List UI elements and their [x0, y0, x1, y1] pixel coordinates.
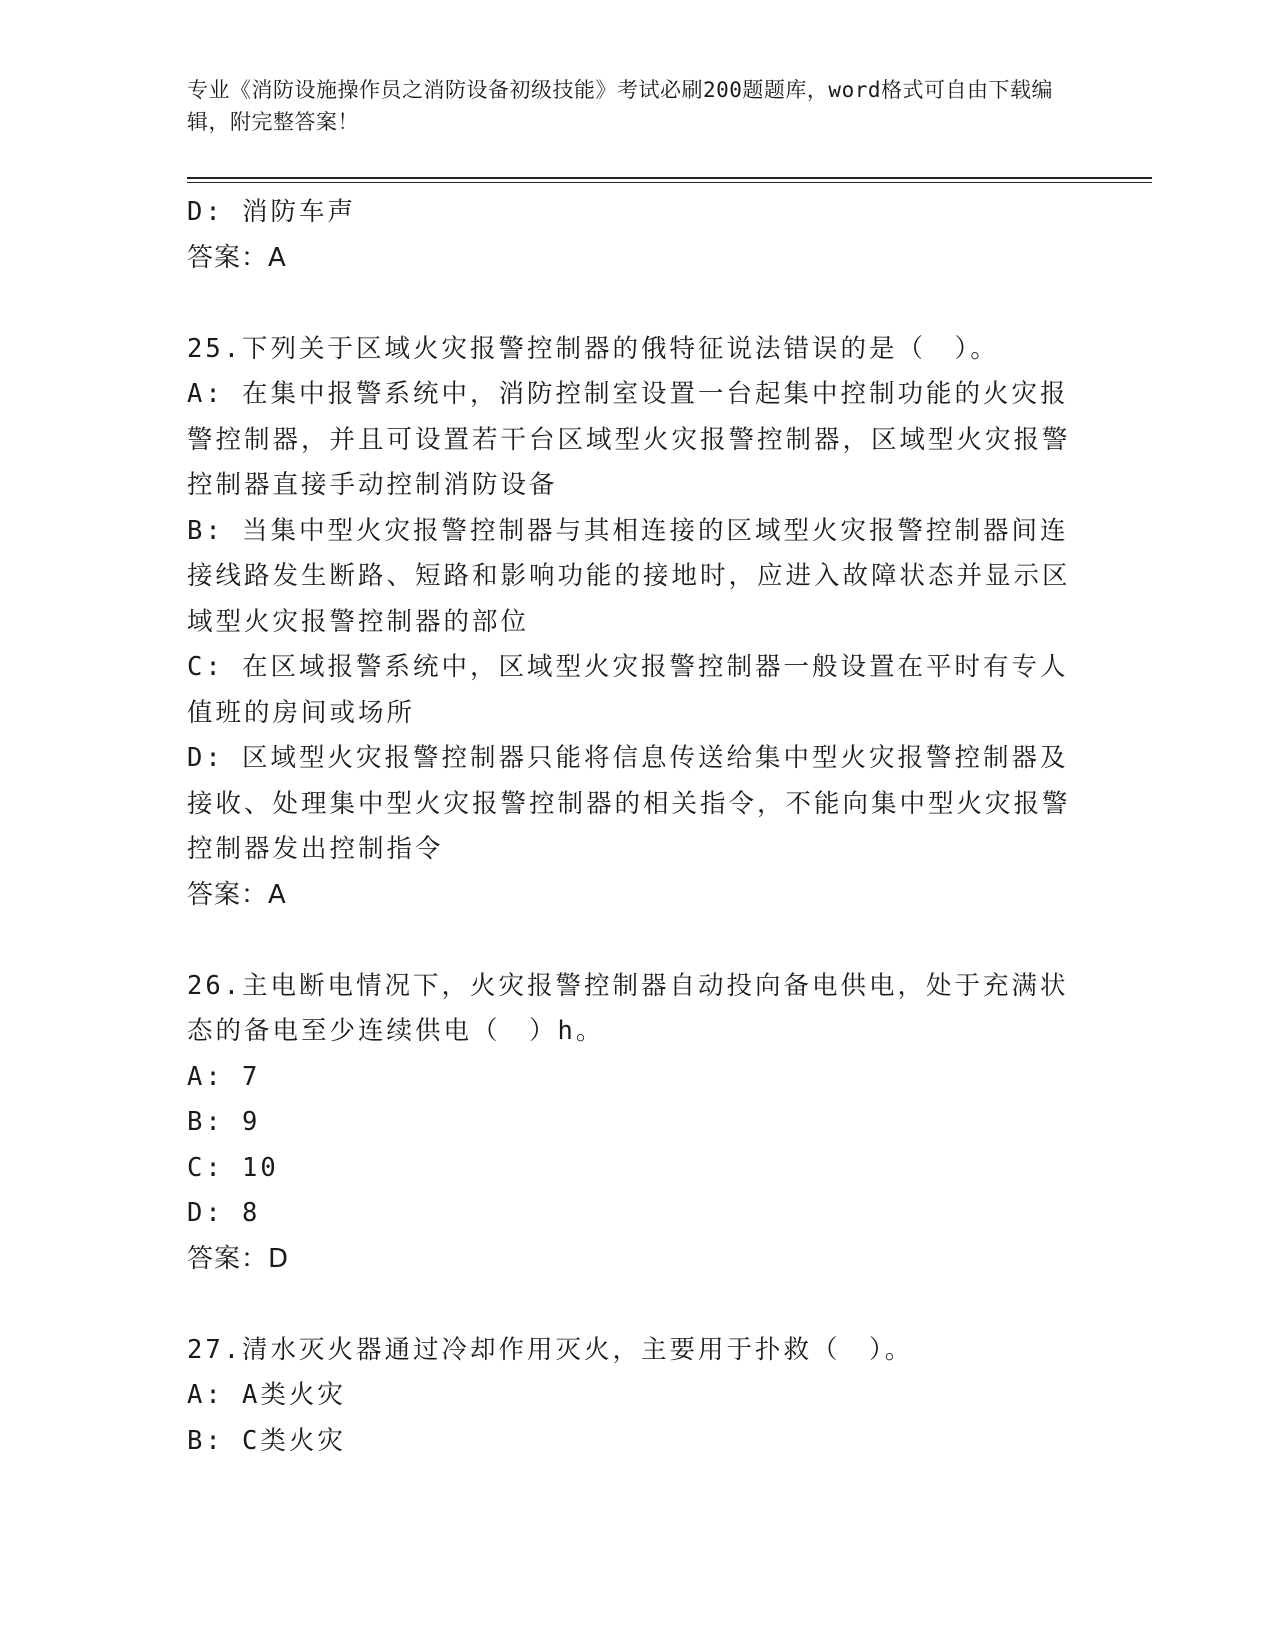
prev-option-d: D: 消防车声 [187, 197, 357, 227]
q27-question: 27.清水灭火器通过冷却作用灭火，主要用于扑救（ ）。 [187, 1334, 914, 1365]
q25-option-d: D: 区域型火灾报警控制器只能将信息传送给集中型火灾报警控制器及接收、处理集中型火灾报警控制器的相关指令，不能向集中型火灾报警控制器发出控制指令 [187, 743, 1071, 864]
spacer [187, 1282, 1082, 1328]
spacer [187, 918, 1082, 964]
q25-answer: 答案：A [187, 879, 287, 910]
q26-option-b: B: 9 [187, 1107, 261, 1137]
q26-question: 26.主电断电情况下，火灾报警控制器自动投向备电供电，处于充满状态的备电至少连续供电（ ）h。 [187, 970, 1069, 1046]
q25-option-c: C: 在区域报警系统中，区域型火灾报警控制器一般设置在平时有专人值班的房间或场所 [187, 652, 1069, 728]
q26-answer: 答案：D [187, 1243, 290, 1274]
q26-option-a: A: 7 [187, 1061, 261, 1092]
header-divider-thin [187, 182, 1152, 183]
document-header: 专业《消防设施操作员之消防设备初级技能》考试必刷200题题库，word格式可自由下载编辑，附完整答案！ [187, 78, 1053, 134]
q27-option-a: A: A类火灾 [187, 1380, 346, 1410]
question-content [187, 190, 1082, 1464]
q27-option-b: B: C类火灾 [187, 1425, 346, 1456]
spacer [187, 281, 1082, 327]
prev-answer: 答案：A [187, 242, 287, 273]
header-divider-thick [187, 177, 1152, 179]
q25-option-a: A: 在集中报警系统中，消防控制室设置一台起集中控制功能的火灾报警控制器，并且可设置若干台区域型火灾报警控制器，区域型火灾报警控制器直接手动控制消防设备 [187, 379, 1071, 500]
q25-question: 25.下列关于区域火灾报警控制器的俄特征说法错误的是（ ）。 [187, 333, 999, 364]
q26-option-c: C: 10 [187, 1152, 279, 1183]
q26-option-d: D: 8 [187, 1198, 261, 1228]
q25-option-b: B: 当集中型火灾报警控制器与其相连接的区域型火灾报警控制器间连接线路发生断路、短路和影响功能的接地时，应进入故障状态并显示区域型火灾报警控制器的部位 [187, 515, 1071, 637]
